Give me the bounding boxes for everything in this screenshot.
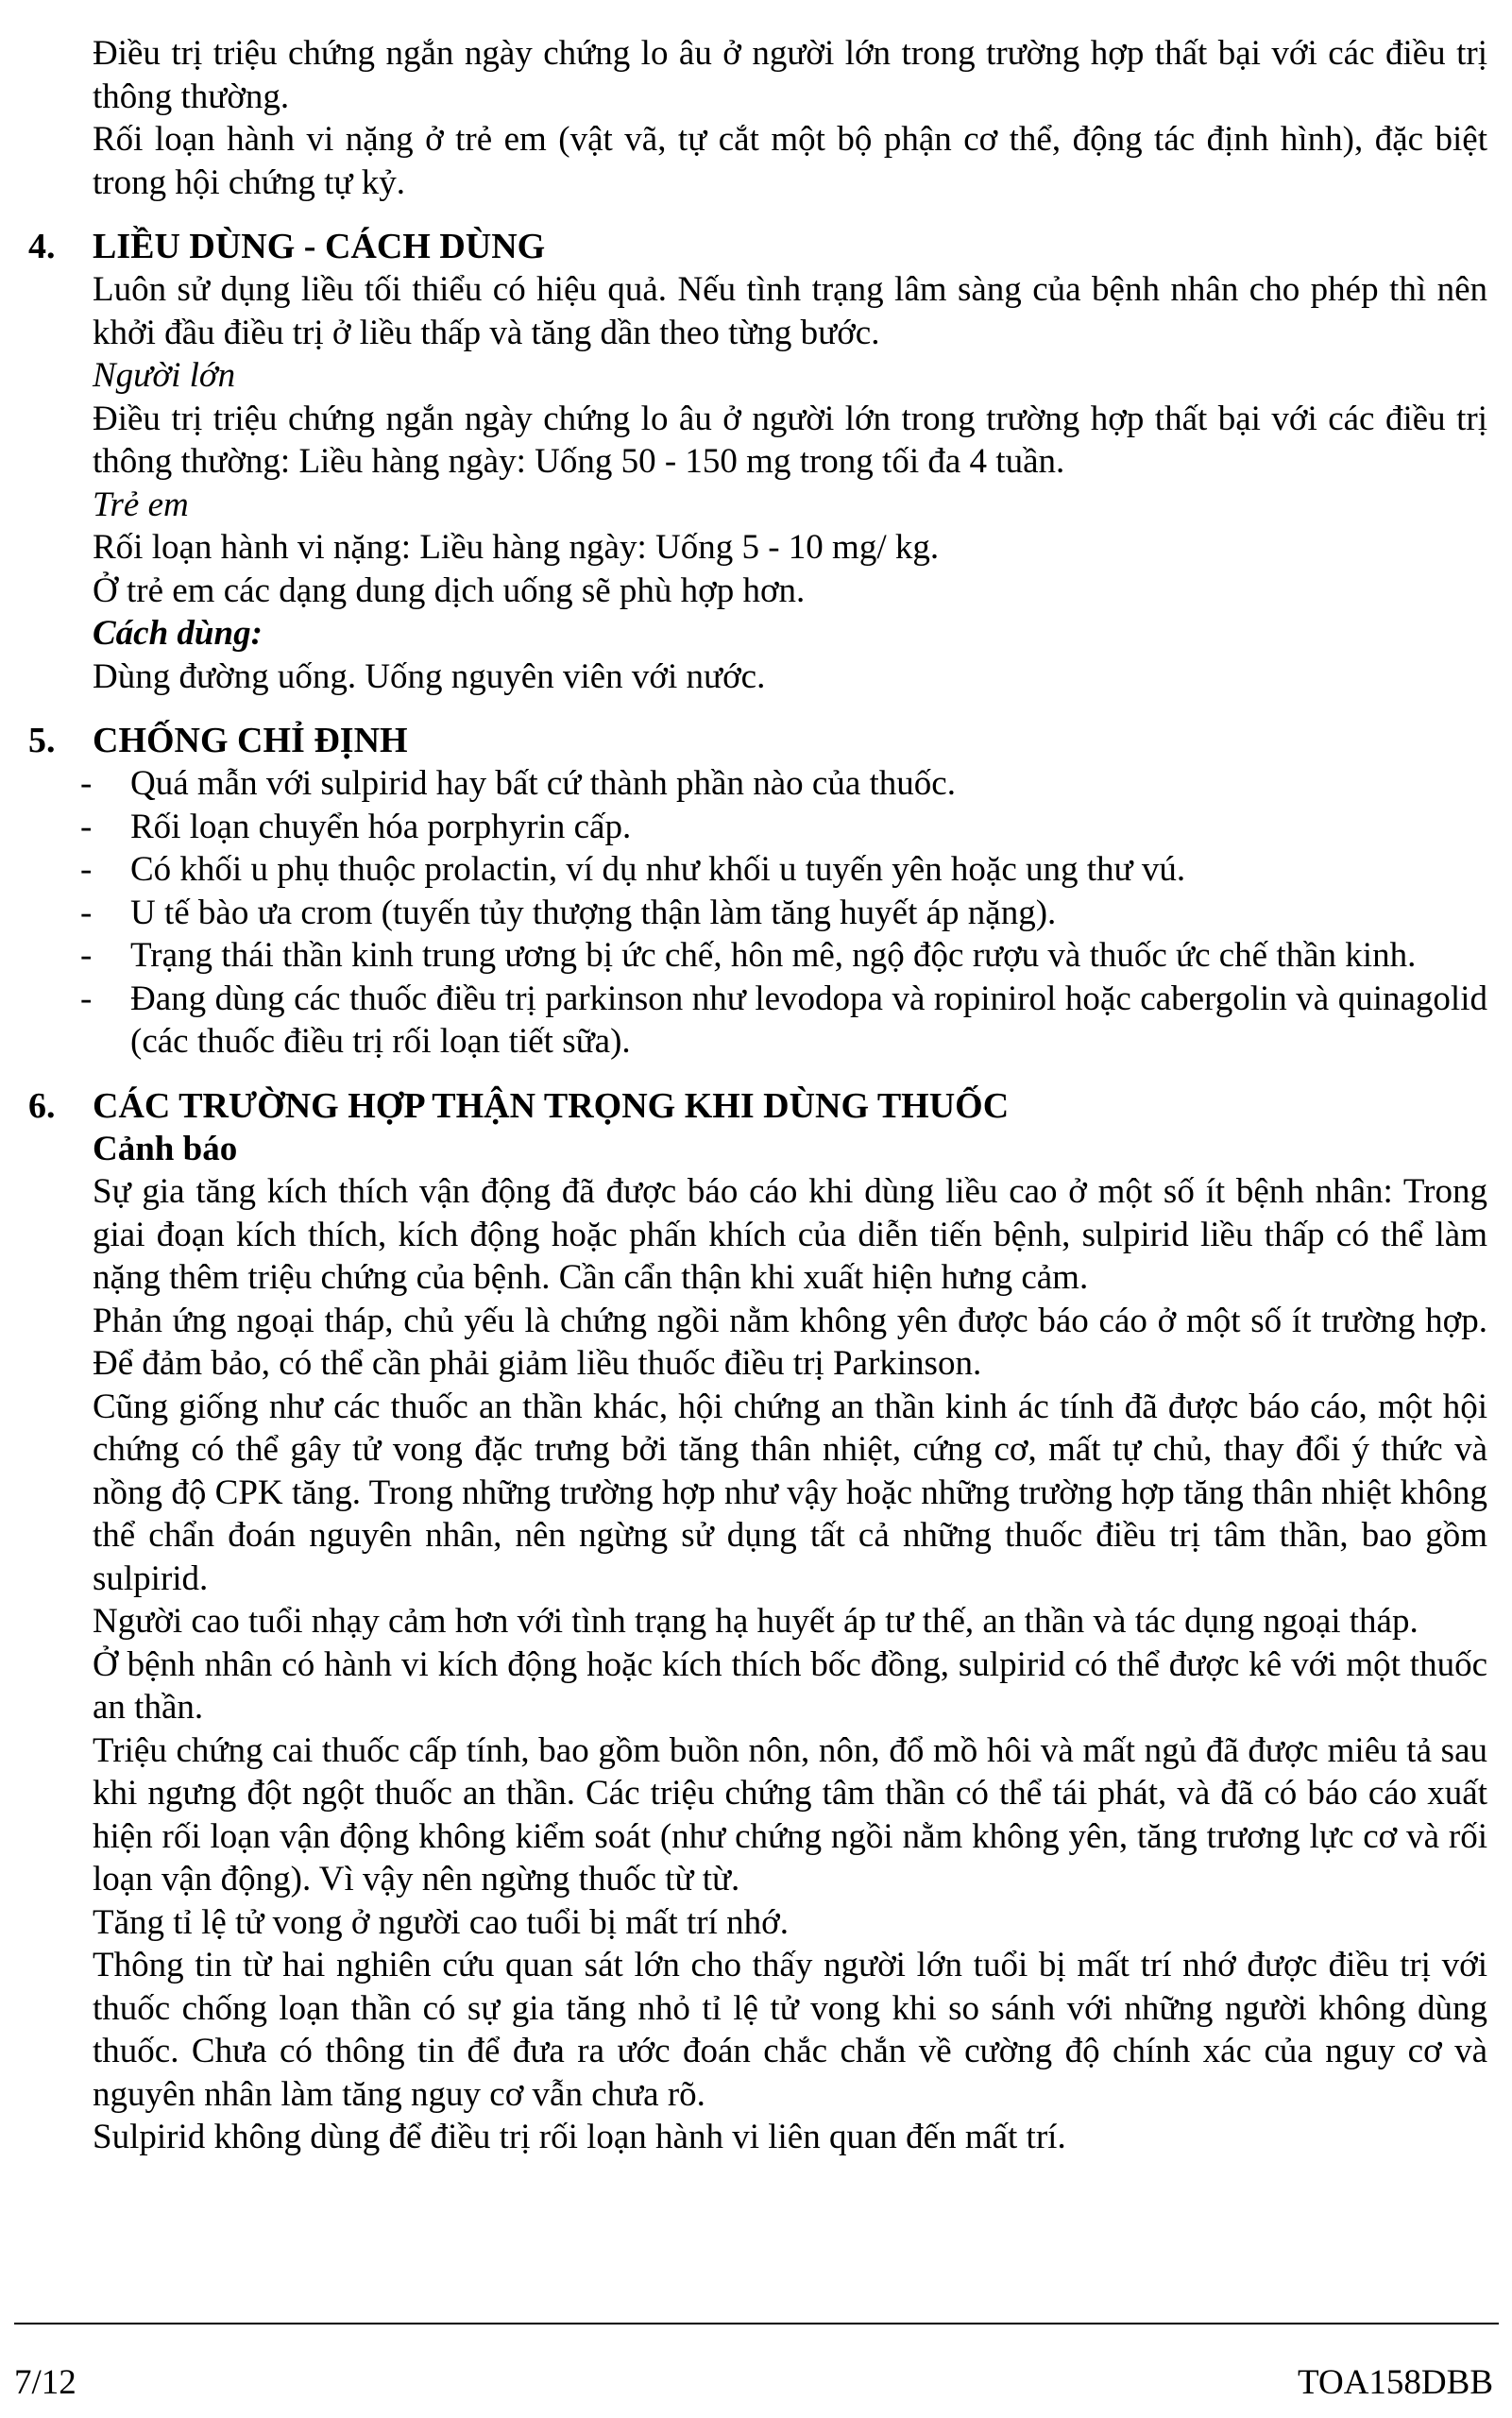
warning-paragraph: Thông tin từ hai nghiên cứu quan sát lớn cho thấy người lớn tuổi bị mất trí nhớ được điều trị với thuốc chống loạn thần có sự gia tăng nhỏ tỉ lệ tử vong khi so sánh với những người không dùng thuốc. Chưa có thông tin để đưa ra ước đoán chắc chắn về cường độ chính xác của nguy cơ và nguyên nhân làm tăng nguy cơ vẫn chưa rõ. xyxy=(93,1946,1487,2114)
warning-paragraph: Cũng giống như các thuốc an thần khác, hội chứng an thần kinh ác tính đã được báo cáo, một hội chứng có thể gây tử vong đặc trưng bởi tăng thân nhiệt, cứng cơ, mất tự chủ, thay đổi ý thức và nồng độ CPK tăng. Trong những trường hợp như vậy hoặc những trường hợp tăng thân nhiệt không thể chẩn đoán nguyên nhân, nên ngừng sử dụng tất cả những thuốc điều trị tâm thần, bao gồm sulpirid. xyxy=(93,1387,1487,1598)
usage-label: Cách dùng: xyxy=(93,614,263,653)
warning-label: Cảnh báo xyxy=(93,1129,238,1168)
section-6-number: 6. xyxy=(28,1085,56,1126)
section-4-heading xyxy=(28,225,1487,268)
list-item xyxy=(41,762,1487,806)
warning-paragraph: Sulpirid không dùng để điều trị rối loạn hành vi liên quan đến mất trí. xyxy=(93,2118,1066,2156)
child-dosage-note: Ở trẻ em các dạng dung dịch uống sẽ phù hợp hơn. xyxy=(93,570,806,610)
section-4-number: 4. xyxy=(28,227,56,266)
section-5 xyxy=(28,719,1487,1064)
warning-paragraph: Ở bệnh nhân có hành vi kích động hoặc kích thích bốc đồng, sulpirid có thể được kê với một thuốc an thần. xyxy=(93,1644,1487,1727)
list-item-text: Có khối u phụ thuộc prolactin, ví dụ như khối u tuyến yên hoặc ung thư vú. xyxy=(130,850,1186,889)
warning-paragraph: Người cao tuổi nhạy cảm hơn với tình trạng hạ huyết áp tư thế, an thần và tác dụng ngoại tháp. xyxy=(93,1602,1419,1641)
adult-dosage: Điều trị triệu chứng ngắn ngày chứng lo âu ở người lớn trong trường hợp thất bại với các điều trị thông thường: Liều hàng ngày: Uống 50 - 150 mg trong tối đa 4 tuần. xyxy=(93,399,1487,481)
list-item-text: Rối loạn chuyển hóa porphyrin cấp. xyxy=(130,807,632,846)
dash-bullet: - xyxy=(80,807,93,846)
warning-paragraph: Sự gia tăng kích thích vận động đã được báo cáo khi dùng liều cao ở một số ít bệnh nhân: Trong giai đoạn kích thích, kích động hoặc phấn khích của diễn tiến bệnh, sulpirid liều thấp có thể làm nặng thêm triệu chứng của bệnh. Cần cẩn thận khi xuất hiện hưng cảm. xyxy=(93,1172,1487,1297)
list-item-text: Quá mẫn với sulpirid hay bất cứ thành phần nào của thuốc. xyxy=(130,764,956,803)
section-6-title: CÁC TRƯỜNG HỢP THẬN TRỌNG KHI DÙNG THUỐC xyxy=(93,1085,1010,1126)
section-4-title: LIỀU DÙNG - CÁCH DÙNG xyxy=(93,227,546,266)
list-item xyxy=(41,848,1487,892)
section-4 xyxy=(28,225,1487,698)
warning-paragraph: Tăng tỉ lệ tử vong ở người cao tuổi bị mất trí nhớ. xyxy=(93,1902,789,1942)
child-dosage: Rối loạn hành vi nặng: Liều hàng ngày: Uống 5 - 10 mg/ kg. xyxy=(93,528,940,567)
adult-label: Người lớn xyxy=(93,356,236,395)
list-item xyxy=(41,978,1487,1064)
page-number: 7/12 xyxy=(14,2363,76,2402)
child-label: Trẻ em xyxy=(93,485,189,524)
section-5-title: CHỐNG CHỈ ĐỊNH xyxy=(93,721,408,760)
section-5-number: 5. xyxy=(28,721,56,760)
dash-bullet: - xyxy=(80,893,93,932)
dash-bullet: - xyxy=(80,850,93,889)
footer-divider xyxy=(14,2323,1499,2324)
contraindication-list xyxy=(41,762,1487,1064)
dash-bullet: - xyxy=(80,979,93,1018)
document-code: TOA158DBB xyxy=(1298,2363,1493,2402)
list-item-text: Đang dùng các thuốc điều trị parkinson như levodopa và ropinirol hoặc cabergolin và quinagolid (các thuốc điều trị rối loạn tiết sữa). xyxy=(130,979,1487,1061)
usage-text: Dùng đường uống. Uống nguyên viên với nước. xyxy=(93,656,766,696)
list-item xyxy=(41,806,1487,849)
section-6-heading xyxy=(28,1084,1487,1128)
intro-paragraph-2: Rối loạn hành vi nặng ở trẻ em (vật vã, tự cắt một bộ phận cơ thể, động tác định hình), đặc biệt trong hội chứng tự kỷ. xyxy=(93,120,1487,202)
list-item-text: Trạng thái thần kinh trung ương bị ức chế, hôn mê, ngộ độc rượu và thuốc ức chế thần kinh. xyxy=(130,936,1417,975)
section-6 xyxy=(28,1084,1487,2159)
list-item xyxy=(41,934,1487,978)
list-item-text: U tế bào ưa crom (tuyến tủy thượng thận làm tăng huyết áp nặng). xyxy=(130,893,1057,932)
dash-bullet: - xyxy=(80,764,93,803)
warning-paragraph: Phản ứng ngoại tháp, chủ yếu là chứng ngồi nằm không yên được báo cáo ở một số ít trường hợp. Để đảm bảo, có thể cần phải giảm liều thuốc điều trị Parkinson. xyxy=(93,1301,1487,1383)
page-content xyxy=(28,32,1487,2159)
warning-paragraph: Triệu chứng cai thuốc cấp tính, bao gồm buồn nôn, nôn, đổ mồ hôi và mất ngủ đã được miêu tả sau khi ngưng đột ngột thuốc an thần. Các triệu chứng tâm thần có thể tái phát, và đã có báo cáo xuất hiện rối loạn vận động không kiểm soát (như chứng ngồi nằm không yên, tăng trương lực cơ và rối loạn vận động). Vì vậy nên ngừng thuốc từ từ. xyxy=(93,1730,1487,1899)
intro-paragraph-1: Điều trị triệu chứng ngắn ngày chứng lo âu ở người lớn trong trường hợp thất bại với các điều trị thông thường. xyxy=(93,34,1487,116)
section-5-heading xyxy=(28,719,1487,762)
dosage-intro: Luôn sử dụng liều tối thiểu có hiệu quả. Nếu tình trạng lâm sàng của bệnh nhân cho phép thì nên khởi đầu điều trị ở liều thấp và tăng dần theo từng bước. xyxy=(93,270,1487,352)
list-item xyxy=(41,892,1487,935)
dash-bullet: - xyxy=(80,936,93,975)
